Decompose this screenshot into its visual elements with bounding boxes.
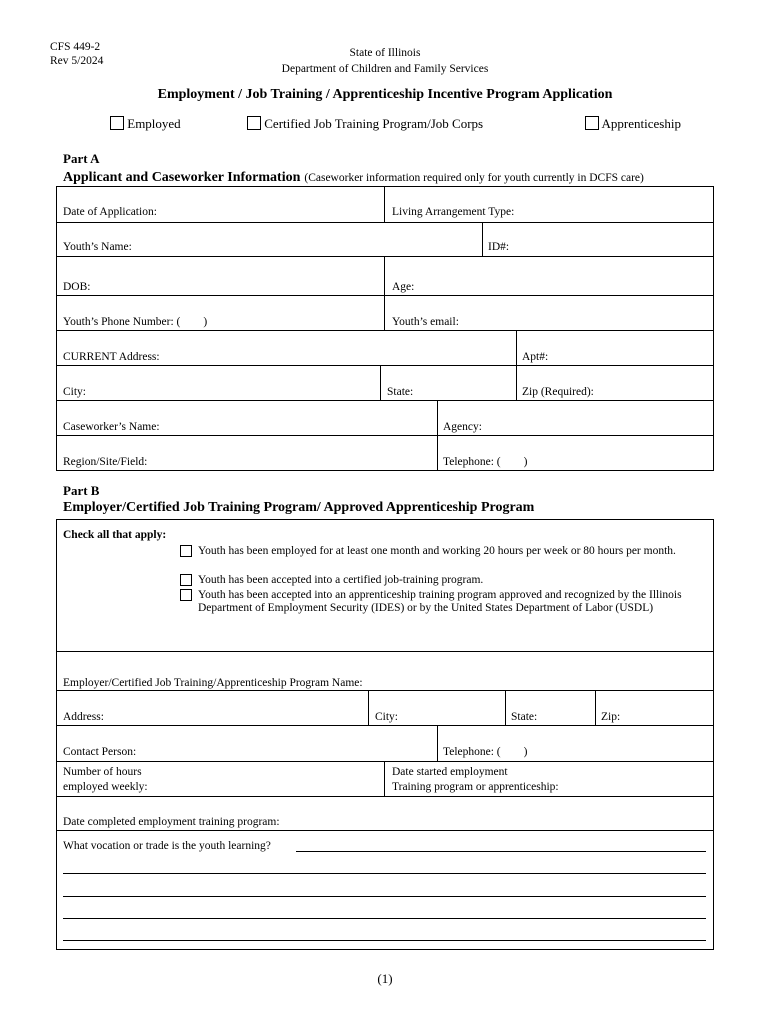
vocation-answer-line[interactable]	[296, 851, 706, 852]
vocation-answer-line[interactable]	[63, 918, 706, 919]
agency-field[interactable]: Agency:	[443, 421, 482, 433]
current-address-field[interactable]: CURRENT Address:	[63, 351, 160, 363]
check-all-label: Check all that apply:	[63, 529, 167, 541]
check-employed-text: Youth has been employed for at least one month and working 20 hours per week or 80 hours per month.	[198, 545, 676, 557]
vocation-question: What vocation or trade is the youth learning?	[63, 840, 271, 852]
check-item-job-training[interactable]	[180, 574, 690, 587]
page-number: (1)	[377, 971, 393, 986]
form-number: CFS 449-2	[50, 41, 101, 53]
contact-person-field[interactable]: Contact Person:	[63, 746, 137, 758]
option-apprenticeship[interactable]	[585, 116, 681, 132]
apprenticeship-checkbox[interactable]	[585, 116, 599, 130]
city-field[interactable]: City:	[63, 386, 87, 398]
age-field[interactable]: Age:	[392, 281, 415, 293]
program-address-field[interactable]: Address:	[63, 711, 104, 723]
caseworker-name-field[interactable]: Caseworker’s Name:	[63, 421, 160, 433]
option-employed-label: Employed	[127, 116, 181, 131]
check-employed-checkbox[interactable]	[180, 545, 192, 557]
vocation-answer-line[interactable]	[63, 896, 706, 897]
program-city-field[interactable]: City:	[375, 711, 399, 723]
check-item-apprenticeship[interactable]	[180, 589, 690, 615]
form-title: Employment / Job Training / Apprenticeship Incentive Program Application	[157, 87, 613, 102]
hours-label-line2[interactable]: employed weekly:	[63, 781, 148, 793]
option-employed[interactable]	[110, 116, 181, 132]
date-started-label-line2[interactable]: Training program or apprenticeship:	[392, 781, 559, 793]
vocation-answer-line[interactable]	[63, 873, 706, 874]
dob-field[interactable]: DOB:	[63, 281, 91, 293]
part-a-heading	[63, 168, 644, 186]
region-field[interactable]: Region/Site/Field:	[63, 456, 148, 468]
youth-name-field[interactable]: Youth’s Name:	[63, 241, 132, 253]
check-apprenticeship-text: Youth has been accepted into an apprenticeship training program approved and recognized by the Illinois Department of Employment Security (IDES) or by the United States Department of Labor (USDL)	[198, 589, 682, 614]
part-a-label: Part A	[63, 151, 100, 166]
part-b-title: Employer/Certified Job Training Program/ Approved Apprenticeship Program	[63, 500, 535, 515]
youth-phone-field[interactable]: Youth’s Phone Number: ( )	[63, 316, 208, 328]
youth-email-field[interactable]: Youth’s email:	[392, 316, 459, 328]
part-b-label: Part B	[63, 483, 100, 498]
check-apprenticeship-checkbox[interactable]	[180, 589, 192, 601]
check-item-employed[interactable]	[180, 545, 690, 558]
job-training-checkbox[interactable]	[247, 116, 261, 130]
check-job-training-checkbox[interactable]	[180, 574, 192, 586]
department-name: Department of Children and Family Services	[281, 63, 489, 75]
id-field[interactable]: ID#:	[488, 241, 510, 253]
apt-field[interactable]: Apt#:	[522, 351, 549, 363]
state-field[interactable]: State:	[387, 386, 414, 398]
vocation-answer-line[interactable]	[63, 940, 706, 941]
living-arrangement-field[interactable]: Living Arrangement Type:	[392, 206, 515, 218]
part-a-note: (Caseworker information required only for youth currently in DCFS care)	[304, 172, 644, 184]
program-zip-field[interactable]: Zip:	[601, 711, 621, 723]
zip-field[interactable]: Zip (Required):	[522, 386, 594, 398]
date-started-label-line1[interactable]: Date started employment	[392, 766, 508, 778]
caseworker-telephone-field[interactable]: Telephone: ( )	[443, 456, 528, 468]
state-name: State of Illinois	[349, 47, 421, 59]
date-completed-field[interactable]: Date completed employment training program:	[63, 816, 280, 828]
check-job-training-text: Youth has been accepted into a certified job-training program.	[198, 574, 484, 586]
option-apprenticeship-label: Apprenticeship	[601, 116, 681, 131]
program-name-field[interactable]: Employer/Certified Job Training/Apprenticeship Program Name:	[63, 677, 363, 689]
employed-checkbox[interactable]	[110, 116, 124, 130]
hours-label-line1[interactable]: Number of hours	[63, 766, 142, 778]
program-telephone-field[interactable]: Telephone: ( )	[443, 746, 528, 758]
part-a-title: Applicant and Caseworker Information	[63, 170, 301, 185]
revision-date: Rev 5/2024	[50, 55, 104, 67]
option-job-training[interactable]	[247, 116, 483, 132]
date-of-application-field[interactable]: Date of Application:	[63, 206, 157, 218]
program-state-field[interactable]: State:	[511, 711, 538, 723]
option-job-training-label: Certified Job Training Program/Job Corps	[264, 116, 484, 131]
